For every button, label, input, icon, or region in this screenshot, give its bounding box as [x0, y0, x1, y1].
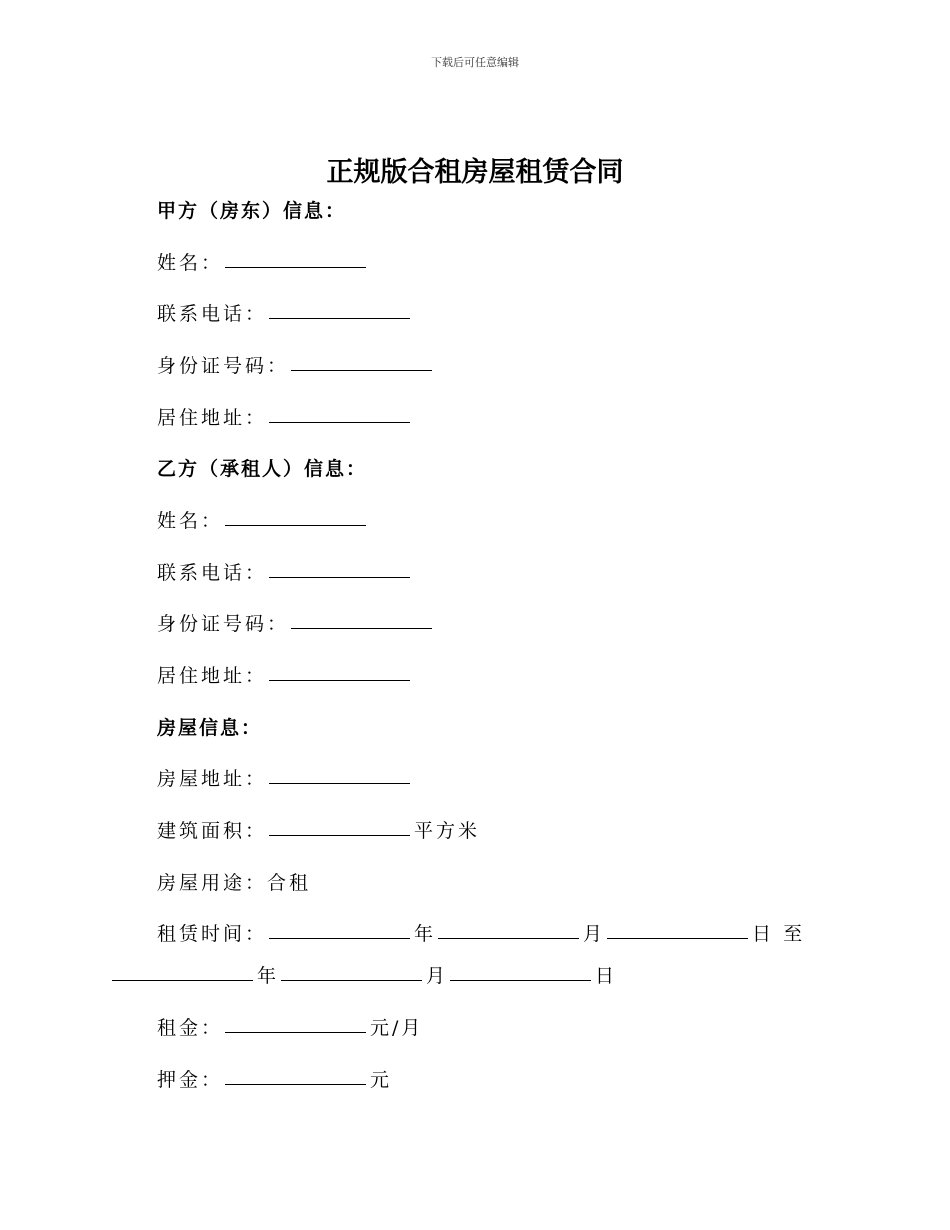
party-a-heading: 甲方（房东）信息：: [157, 200, 347, 222]
party-b-name-blank[interactable]: [225, 524, 366, 526]
party-a-id-label: 身份证号码：: [157, 355, 290, 377]
party-b-id-blank[interactable]: [291, 627, 432, 629]
house-area-blank[interactable]: [269, 834, 410, 836]
deposit-label: 押金：: [157, 1069, 224, 1091]
party-a-id-blank[interactable]: [291, 369, 432, 371]
lease-start-day-blank[interactable]: [607, 937, 748, 939]
party-a-phone-blank[interactable]: [269, 317, 410, 319]
lease-end-month-blank[interactable]: [281, 979, 422, 981]
party-b-id-row: [157, 612, 436, 636]
party-a-name-row: [157, 251, 370, 275]
lease-start-year-blank[interactable]: [269, 937, 410, 939]
lease-start-month-blank[interactable]: [438, 937, 579, 939]
party-a-phone-label: 联系电话：: [157, 303, 268, 325]
rent-row: [157, 1016, 423, 1040]
party-b-name-label: 姓名：: [157, 510, 224, 532]
lease-end-year-blank[interactable]: [112, 979, 253, 981]
house-address-label: 房屋地址：: [157, 768, 268, 790]
house-usage-value: 合租: [267, 872, 312, 894]
party-a-phone-row: [157, 302, 414, 326]
rent-unit: 元/月: [370, 1017, 424, 1039]
lease-start-month-unit: 月: [583, 923, 606, 945]
house-heading: 房屋信息：: [157, 717, 263, 739]
party-b-name-row: [157, 509, 370, 533]
lease-term-row: [157, 922, 805, 946]
rent-blank[interactable]: [225, 1031, 366, 1033]
lease-end-day-unit: 日: [595, 965, 618, 987]
document-title: 正规版合租房屋租赁合同: [326, 157, 624, 188]
party-b-phone-label: 联系电话：: [157, 562, 268, 584]
deposit-blank[interactable]: [225, 1083, 366, 1085]
lease-end-day-blank[interactable]: [450, 979, 591, 981]
house-usage-row: [157, 871, 311, 895]
party-a-address-blank[interactable]: [269, 421, 410, 423]
party-a-name-blank[interactable]: [225, 266, 366, 268]
party-b-address-blank[interactable]: [269, 679, 410, 681]
party-b-address-row: [157, 664, 414, 688]
house-area-label: 建筑面积：: [157, 820, 268, 842]
party-b-phone-row: [157, 561, 414, 585]
lease-term-end-row: [112, 964, 617, 988]
deposit-unit: 元: [370, 1069, 393, 1091]
house-address-row: [157, 767, 414, 791]
party-b-id-label: 身份证号码：: [157, 613, 290, 635]
party-a-name-label: 姓名：: [157, 252, 224, 274]
lease-start-day-to: 日 至: [752, 923, 806, 945]
house-usage-label: 房屋用途：: [157, 872, 268, 894]
party-b-heading: 乙方（承租人）信息：: [157, 458, 368, 480]
deposit-row: [157, 1068, 392, 1092]
party-a-address-label: 居住地址：: [157, 407, 268, 429]
party-a-address-row: [157, 406, 414, 430]
lease-term-label: 租赁时间：: [157, 923, 268, 945]
header-note: 下载后可任意编辑: [431, 56, 519, 69]
rent-label: 租金：: [157, 1017, 224, 1039]
house-area-row: [157, 819, 480, 843]
lease-start-year-unit: 年: [414, 923, 437, 945]
house-area-unit: 平方米: [414, 820, 481, 842]
house-address-blank[interactable]: [269, 782, 410, 784]
party-a-id-row: [157, 354, 436, 378]
lease-end-year-unit: 年: [257, 965, 280, 987]
party-b-address-label: 居住地址：: [157, 665, 268, 687]
lease-end-month-unit: 月: [426, 965, 449, 987]
party-b-phone-blank[interactable]: [269, 576, 410, 578]
